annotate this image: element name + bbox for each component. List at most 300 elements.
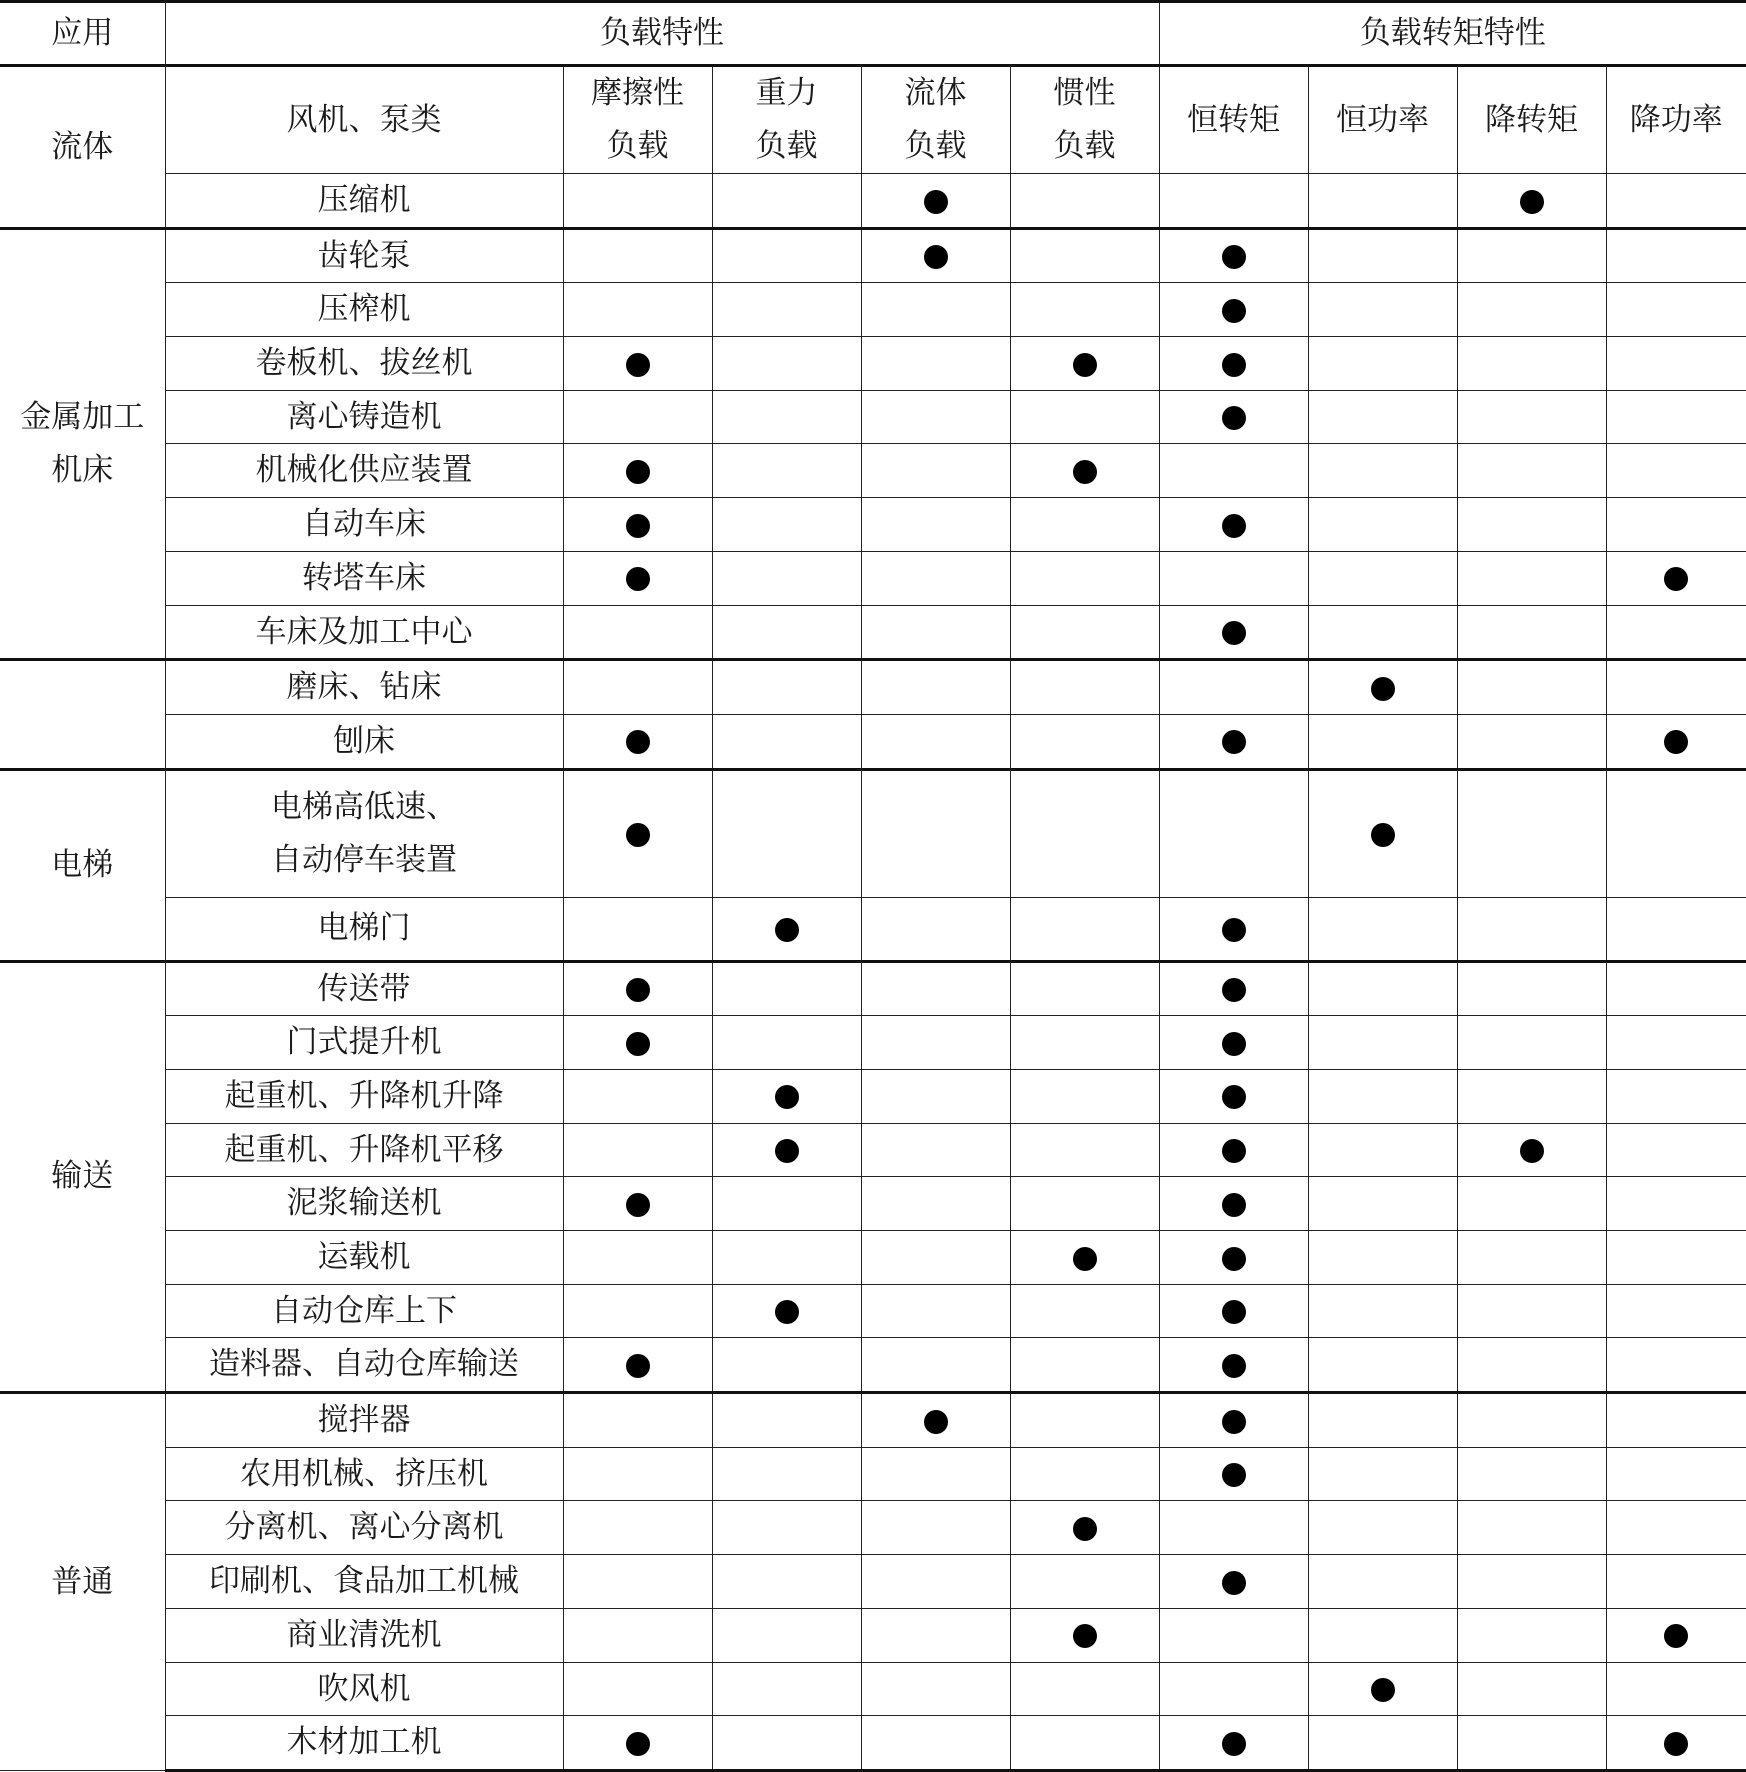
- mark-cell: [861, 337, 1010, 391]
- mark-cell: [1606, 769, 1746, 897]
- mark-cell: [1308, 444, 1457, 498]
- machine-name-line: 自动仓库上下: [166, 1285, 563, 1338]
- mark-cell: [1457, 1338, 1606, 1393]
- mark-cell: [861, 1393, 1010, 1448]
- filled-dot-icon: [1222, 1732, 1246, 1756]
- mark-cell: [1010, 551, 1159, 605]
- mark-cell: [1457, 897, 1606, 961]
- mark-cell: [1010, 1016, 1159, 1070]
- mark-cell: [1308, 551, 1457, 605]
- machine-name-line: 电梯门: [166, 902, 563, 955]
- filled-dot-icon: [1222, 1463, 1246, 1487]
- group-cell: [0, 228, 165, 660]
- mark-cell: [1010, 897, 1159, 961]
- mark-cell: [1606, 1123, 1746, 1177]
- mark-cell: [712, 961, 861, 1016]
- mark-cell: [563, 1069, 712, 1123]
- mark-cell: [563, 1662, 712, 1716]
- mark-cell: [861, 1716, 1010, 1771]
- filled-dot-icon: [1520, 1139, 1544, 1163]
- mark-cell: [861, 283, 1010, 337]
- mark-cell: [1010, 1555, 1159, 1609]
- machine-name-line: 磨床、钻床: [166, 661, 563, 714]
- mark-cell: [712, 337, 861, 391]
- filled-dot-icon: [626, 460, 650, 484]
- mark-cell: [563, 897, 712, 961]
- mark-cell: [1159, 174, 1308, 229]
- mark-cell: [1606, 1555, 1746, 1609]
- filled-dot-icon: [1371, 677, 1395, 701]
- table-row: [0, 498, 1746, 552]
- table-row: [0, 1338, 1746, 1393]
- filled-dot-icon: [1073, 353, 1097, 377]
- mark-cell: [1606, 714, 1746, 769]
- mark-cell: [1159, 714, 1308, 769]
- table-row: [0, 1501, 1746, 1555]
- mark-cell: [1159, 1069, 1308, 1123]
- subheader-line: 恒转矩: [1160, 94, 1308, 147]
- table-row: [0, 1555, 1746, 1609]
- mark-cell: [1606, 498, 1746, 552]
- subheader-line: 降转矩: [1458, 94, 1606, 147]
- mark-cell: [861, 390, 1010, 444]
- mark-cell: [861, 498, 1010, 552]
- filled-dot-icon: [1222, 1571, 1246, 1595]
- mark-cell: [861, 897, 1010, 961]
- mark-cell: [712, 498, 861, 552]
- mark-cell: [712, 1393, 861, 1448]
- machine-name: [165, 1393, 563, 1448]
- filled-dot-icon: [1222, 1085, 1246, 1109]
- machine-name-line: 齿轮泵: [166, 230, 563, 283]
- mark-cell: [861, 1123, 1010, 1177]
- machine-name: [165, 1716, 563, 1771]
- mark-cell: [861, 961, 1010, 1016]
- table-row: [0, 961, 1746, 1016]
- machine-name: [165, 1555, 563, 1609]
- filled-dot-icon: [626, 353, 650, 377]
- mark-cell: [712, 1284, 861, 1338]
- machine-name-line: 压缩机: [166, 174, 563, 227]
- machine-name-line: 自动车床: [166, 498, 563, 551]
- machine-name-line: 风机、泵类: [166, 94, 563, 147]
- group-name-line: 流体: [0, 121, 165, 174]
- mark-cell: [1159, 660, 1308, 715]
- mark-cell: [1606, 1662, 1746, 1716]
- filled-dot-icon: [1222, 1193, 1246, 1217]
- mark-cell: [712, 605, 861, 660]
- mark-cell: [1457, 769, 1606, 897]
- machine-name: [165, 1447, 563, 1501]
- filled-dot-icon: [1073, 460, 1097, 484]
- mark-cell: [861, 444, 1010, 498]
- mark-cell: [1308, 337, 1457, 391]
- mark-cell: [712, 1716, 861, 1771]
- group-name-line: 普通: [0, 1556, 165, 1609]
- mark-cell: [1606, 1716, 1746, 1771]
- subheader-cell: [1159, 66, 1308, 174]
- mark-cell: [861, 1177, 1010, 1231]
- mark-cell: [1457, 1608, 1606, 1662]
- subheader-line: 负载: [713, 120, 861, 173]
- mark-cell: [1606, 1231, 1746, 1285]
- subheader-cell: [1010, 66, 1159, 174]
- table-row: [0, 174, 1746, 229]
- table-row: [0, 337, 1746, 391]
- machine-name-line: 卷板机、拔丝机: [166, 337, 563, 390]
- mark-cell: [861, 174, 1010, 229]
- machine-name: [165, 174, 563, 229]
- mark-cell: [1308, 1447, 1457, 1501]
- mark-cell: [1457, 660, 1606, 715]
- mark-cell: [1457, 1716, 1606, 1771]
- mark-cell: [563, 1016, 712, 1070]
- mark-cell: [1606, 444, 1746, 498]
- filled-dot-icon: [626, 1032, 650, 1056]
- mark-cell: [1159, 1716, 1308, 1771]
- filled-dot-icon: [1664, 567, 1688, 591]
- table-row: [0, 1069, 1746, 1123]
- machine-name-line: 商业清洗机: [166, 1609, 563, 1662]
- mark-cell: [563, 1177, 712, 1231]
- machine-name: [165, 1284, 563, 1338]
- mark-cell: [1159, 228, 1308, 283]
- mark-cell: [1457, 1231, 1606, 1285]
- filled-dot-icon: [626, 1193, 650, 1217]
- group-name-line: 电梯: [0, 839, 165, 892]
- mark-cell: [563, 961, 712, 1016]
- mark-cell: [712, 769, 861, 897]
- mark-cell: [712, 283, 861, 337]
- mark-cell: [1308, 1177, 1457, 1231]
- machine-name-line: 起重机、升降机升降: [166, 1070, 563, 1123]
- mark-cell: [861, 1501, 1010, 1555]
- mark-cell: [1606, 1447, 1746, 1501]
- mark-cell: [563, 1231, 712, 1285]
- subheader-line: 摩擦性: [564, 67, 712, 120]
- mark-cell: [1606, 228, 1746, 283]
- mark-cell: [1010, 1231, 1159, 1285]
- mark-cell: [712, 174, 861, 229]
- mark-cell: [1010, 961, 1159, 1016]
- machine-name-line: 压榨机: [166, 283, 563, 336]
- mark-cell: [563, 1716, 712, 1771]
- filled-dot-icon: [1222, 1247, 1246, 1271]
- filled-dot-icon: [1073, 1624, 1097, 1648]
- machine-name: [165, 769, 563, 897]
- machine-name: [165, 390, 563, 444]
- mark-cell: [563, 714, 712, 769]
- mark-cell: [1457, 337, 1606, 391]
- table-row: [0, 1231, 1746, 1285]
- subheader-cell: [712, 66, 861, 174]
- table-row: [0, 283, 1746, 337]
- machine-name: [165, 551, 563, 605]
- filled-dot-icon: [1371, 823, 1395, 847]
- table-row: [0, 1177, 1746, 1231]
- mark-cell: [1606, 1284, 1746, 1338]
- mark-cell: [1457, 390, 1606, 444]
- mark-cell: [1308, 390, 1457, 444]
- mark-cell: [563, 605, 712, 660]
- mark-cell: [861, 1284, 1010, 1338]
- mark-cell: [712, 1069, 861, 1123]
- mark-cell: [1010, 1177, 1159, 1231]
- group-cell: [0, 660, 165, 769]
- mark-cell: [861, 1662, 1010, 1716]
- mark-cell: [1457, 1284, 1606, 1338]
- mark-cell: [861, 714, 1010, 769]
- mark-cell: [1010, 390, 1159, 444]
- filled-dot-icon: [1664, 1732, 1688, 1756]
- machine-name: [165, 337, 563, 391]
- machine-name: [165, 498, 563, 552]
- mark-cell: [1457, 605, 1606, 660]
- mark-cell: [712, 714, 861, 769]
- machine-name-line: 搅拌器: [166, 1394, 563, 1447]
- mark-cell: [563, 283, 712, 337]
- machine-name-line: 分离机、离心分离机: [166, 1501, 563, 1554]
- mark-cell: [563, 1338, 712, 1393]
- mark-cell: [1606, 660, 1746, 715]
- mark-cell: [1010, 1069, 1159, 1123]
- mark-cell: [563, 174, 712, 229]
- filled-dot-icon: [1371, 1678, 1395, 1702]
- machine-name-line: 离心铸造机: [166, 391, 563, 444]
- filled-dot-icon: [1664, 730, 1688, 754]
- mark-cell: [712, 228, 861, 283]
- filled-dot-icon: [924, 245, 948, 269]
- mark-cell: [1606, 390, 1746, 444]
- filled-dot-icon: [924, 190, 948, 214]
- machine-name-line: 门式提升机: [166, 1016, 563, 1069]
- mark-cell: [1308, 498, 1457, 552]
- mark-cell: [861, 769, 1010, 897]
- filled-dot-icon: [1222, 1032, 1246, 1056]
- machine-name-line: 刨床: [166, 715, 563, 768]
- mark-cell: [1010, 1123, 1159, 1177]
- mark-cell: [563, 337, 712, 391]
- filled-dot-icon: [626, 1354, 650, 1378]
- group-name-line: 机床: [0, 444, 165, 497]
- mark-cell: [712, 551, 861, 605]
- machine-name: [165, 1016, 563, 1070]
- filled-dot-icon: [626, 567, 650, 591]
- mark-cell: [1457, 1123, 1606, 1177]
- filled-dot-icon: [1222, 514, 1246, 538]
- machine-name: [165, 1123, 563, 1177]
- mark-cell: [1010, 444, 1159, 498]
- mark-cell: [1010, 1501, 1159, 1555]
- mark-cell: [563, 1284, 712, 1338]
- mark-cell: [1457, 1447, 1606, 1501]
- filled-dot-icon: [626, 978, 650, 1002]
- mark-cell: [712, 1662, 861, 1716]
- machine-name-line: 运载机: [166, 1231, 563, 1284]
- mark-cell: [1159, 1447, 1308, 1501]
- mark-cell: [1159, 498, 1308, 552]
- filled-dot-icon: [626, 730, 650, 754]
- mark-cell: [712, 1338, 861, 1393]
- mark-cell: [861, 605, 1010, 660]
- mark-cell: [1606, 605, 1746, 660]
- mark-cell: [1457, 1393, 1606, 1448]
- mark-cell: [1308, 605, 1457, 660]
- machine-name: [165, 283, 563, 337]
- subheader-line: 惯性: [1011, 67, 1159, 120]
- filled-dot-icon: [1664, 1624, 1688, 1648]
- machine-name: [165, 1501, 563, 1555]
- mark-cell: [861, 1338, 1010, 1393]
- mark-cell: [1159, 961, 1308, 1016]
- mark-cell: [1159, 283, 1308, 337]
- machine-name-line: 车床及加工中心: [166, 606, 563, 659]
- table-row: [0, 1608, 1746, 1662]
- filled-dot-icon: [1222, 1139, 1246, 1163]
- mark-cell: [1010, 174, 1159, 229]
- machine-name: [165, 1608, 563, 1662]
- filled-dot-icon: [924, 1410, 948, 1434]
- mark-cell: [712, 1608, 861, 1662]
- mark-cell: [1159, 1016, 1308, 1070]
- machine-name-line: 泥浆输送机: [166, 1177, 563, 1230]
- machine-name-line: 吹风机: [166, 1663, 563, 1716]
- machine-name-line: 木材加工机: [166, 1716, 563, 1769]
- machine-name: [165, 660, 563, 715]
- mark-cell: [1308, 1716, 1457, 1771]
- group-name-line: 输送: [0, 1150, 165, 1203]
- machine-name: [165, 1338, 563, 1393]
- filled-dot-icon: [1222, 1354, 1246, 1378]
- filled-dot-icon: [1222, 1410, 1246, 1434]
- filled-dot-icon: [1222, 621, 1246, 645]
- mark-cell: [1606, 337, 1746, 391]
- mark-cell: [563, 1501, 712, 1555]
- machine-name: [165, 444, 563, 498]
- mark-cell: [563, 228, 712, 283]
- filled-dot-icon: [1222, 245, 1246, 269]
- filled-dot-icon: [626, 1732, 650, 1756]
- machine-name: [165, 897, 563, 961]
- mark-cell: [1606, 1393, 1746, 1448]
- subheader-line: 流体: [862, 67, 1010, 120]
- mark-cell: [1457, 444, 1606, 498]
- mark-cell: [1457, 1555, 1606, 1609]
- mark-cell: [1457, 174, 1606, 229]
- mark-cell: [1159, 390, 1308, 444]
- machine-name: [165, 228, 563, 283]
- mark-cell: [1010, 605, 1159, 660]
- machine-name: [165, 1662, 563, 1716]
- machine-name: [165, 1177, 563, 1231]
- mark-cell: [861, 228, 1010, 283]
- table-row: [0, 660, 1746, 715]
- mark-cell: [1010, 283, 1159, 337]
- mark-cell: [563, 1608, 712, 1662]
- mark-cell: [1308, 1069, 1457, 1123]
- machine-name: [165, 961, 563, 1016]
- mark-cell: [1457, 1662, 1606, 1716]
- mark-cell: [1606, 897, 1746, 961]
- filled-dot-icon: [775, 1085, 799, 1109]
- group-cell: [0, 66, 165, 229]
- machine-name: [165, 1231, 563, 1285]
- group-name-line: 金属加工: [0, 391, 165, 444]
- mark-cell: [1457, 961, 1606, 1016]
- mark-cell: [1159, 1123, 1308, 1177]
- group-cell: [0, 961, 165, 1393]
- mark-cell: [1457, 1177, 1606, 1231]
- mark-cell: [1308, 283, 1457, 337]
- mark-cell: [1457, 714, 1606, 769]
- mark-cell: [1159, 769, 1308, 897]
- filled-dot-icon: [1520, 190, 1544, 214]
- subheader-line: 负载: [862, 120, 1010, 173]
- mark-cell: [712, 390, 861, 444]
- table-row: [0, 1716, 1746, 1771]
- table-row: [0, 1662, 1746, 1716]
- mark-cell: [712, 1501, 861, 1555]
- group-cell: [0, 1393, 165, 1771]
- mark-cell: [712, 1555, 861, 1609]
- mark-cell: [1159, 897, 1308, 961]
- machine-name-line: 机械化供应装置: [166, 444, 563, 497]
- mark-cell: [1159, 1338, 1308, 1393]
- mark-cell: [1308, 1338, 1457, 1393]
- mark-cell: [563, 1393, 712, 1448]
- mark-cell: [1606, 283, 1746, 337]
- mark-cell: [1159, 1393, 1308, 1448]
- mark-cell: [1308, 660, 1457, 715]
- mark-cell: [1010, 1608, 1159, 1662]
- mark-cell: [1308, 1231, 1457, 1285]
- mark-cell: [1159, 1555, 1308, 1609]
- filled-dot-icon: [1073, 1247, 1097, 1271]
- mark-cell: [1010, 228, 1159, 283]
- table-row: [0, 66, 1746, 174]
- mark-cell: [1010, 1447, 1159, 1501]
- machine-name: [165, 605, 563, 660]
- mark-cell: [712, 1123, 861, 1177]
- application-header: 应用: [0, 2, 165, 66]
- mark-cell: [712, 1177, 861, 1231]
- machine-name: [165, 714, 563, 769]
- mark-cell: [712, 1447, 861, 1501]
- mark-cell: [712, 897, 861, 961]
- table-row: [0, 228, 1746, 283]
- machine-name-line: 农用机械、挤压机: [166, 1448, 563, 1501]
- mark-cell: [1308, 1393, 1457, 1448]
- filled-dot-icon: [1222, 978, 1246, 1002]
- mark-cell: [1606, 551, 1746, 605]
- mark-cell: [1159, 1662, 1308, 1716]
- mark-cell: [1606, 1608, 1746, 1662]
- mark-cell: [861, 1447, 1010, 1501]
- table-row: [0, 769, 1746, 897]
- mark-cell: [861, 1069, 1010, 1123]
- mark-cell: [1457, 551, 1606, 605]
- subheader-line: 恒功率: [1309, 94, 1457, 147]
- mark-cell: [1606, 1069, 1746, 1123]
- table-row: [0, 444, 1746, 498]
- mark-cell: [861, 551, 1010, 605]
- mark-cell: [1606, 174, 1746, 229]
- subheader-cell: [1308, 66, 1457, 174]
- mark-cell: [1010, 769, 1159, 897]
- mark-cell: [1457, 283, 1606, 337]
- table-row: [0, 551, 1746, 605]
- load-torque-characteristics-header: 负载转矩特性: [1159, 2, 1746, 66]
